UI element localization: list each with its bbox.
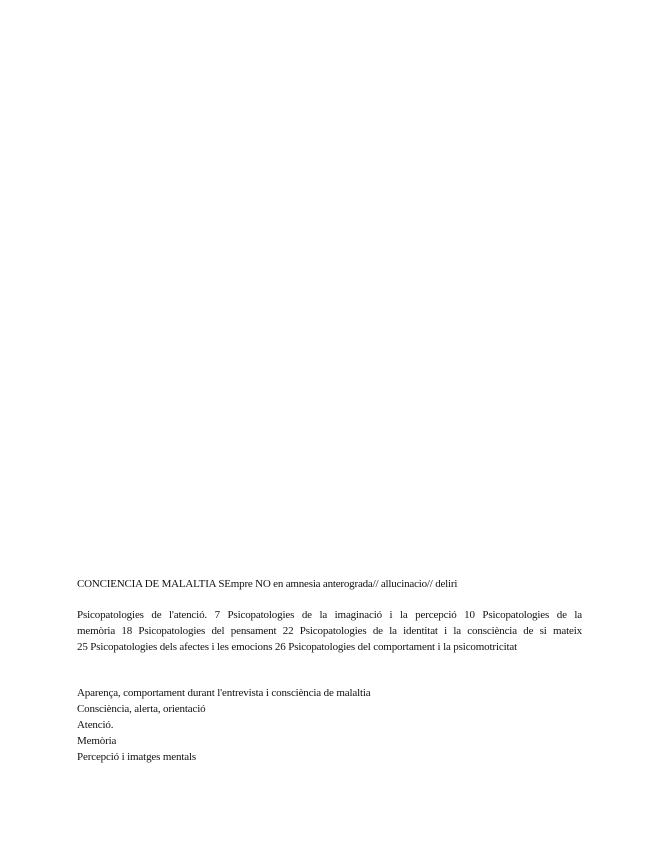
psychopathology-index-paragraph xyxy=(77,607,582,655)
topic-item: Aparença, comportament durant l'entrevista i consciència de malaltia xyxy=(77,687,371,699)
topic-item: Atenció. xyxy=(77,719,114,731)
index-line: Psicopatologies de l'atenció. 7 Psicopatologies de la imaginació i la percepció 10 Psicopatologies de la xyxy=(77,609,582,621)
illness-awareness-note: CONCIENCIA DE MALALTIA SEmpre NO en amnesia anterograda// allucinacio// deliri xyxy=(77,578,458,590)
topic-list xyxy=(77,685,582,765)
topic-item: Memòria xyxy=(77,735,117,747)
index-line: 25 Psicopatologies dels afectes i les emocions 26 Psicopatologies del comportament i la psicomotricitat xyxy=(77,641,518,653)
document-body xyxy=(77,576,582,765)
topic-item: Percepció i imatges mentals xyxy=(77,751,197,763)
index-line: memòria 18 Psicopatologies del pensament 22 Psicopatologies de la identitat i la consciència de si mateix xyxy=(77,625,582,637)
topic-item: Consciència, alerta, orientació xyxy=(77,703,206,715)
